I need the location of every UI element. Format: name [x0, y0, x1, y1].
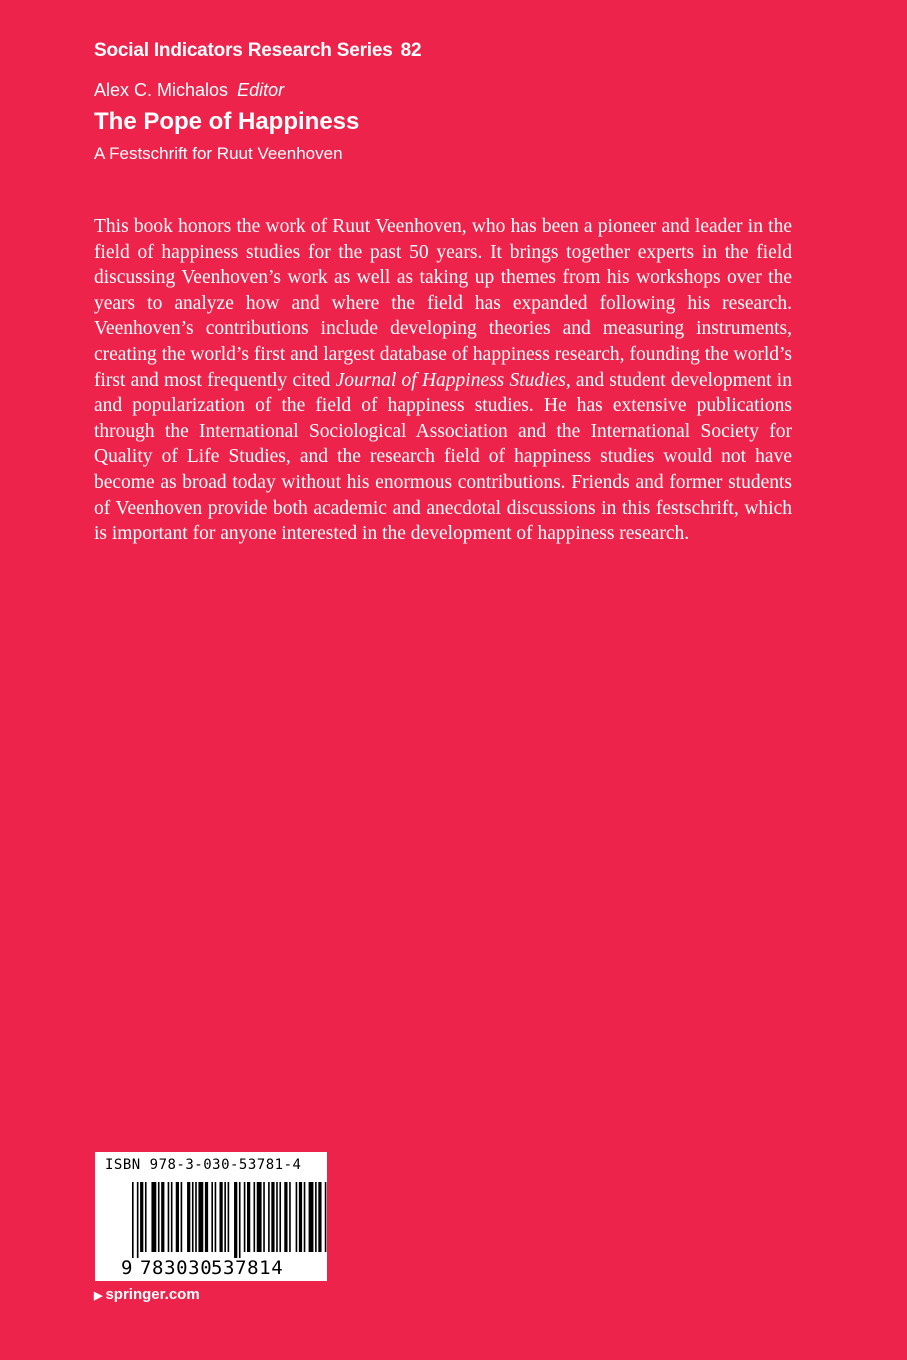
barcode-bar	[276, 1182, 278, 1252]
barcode-bar	[263, 1182, 265, 1252]
barcode-bar	[325, 1182, 327, 1252]
blurb-part-1: This book honors the work of Ruut Veenhoven, who has been a pioneer and leader in the field of happiness studies for the past 50 years. It brings together experts in the field discussing Veenhoven’s work as well as taking up themes from his workshops over the years to analyze how and where the field has expanded following his research. Veenhoven’s contributions include developing theories and measuring instruments, creating the world’s first and largest database of happiness research, founding the world’s first and most frequently cited	[94, 216, 792, 391]
barcode-graphic	[95, 1152, 327, 1281]
barcode-bar	[195, 1182, 197, 1252]
isbn-barcode	[95, 1152, 327, 1281]
barcode-bar	[228, 1182, 230, 1252]
book-subtitle: A Festschrift for Ruut Veenhoven	[94, 144, 343, 163]
isbn-label: ISBN 978-3-030-53781-4	[105, 1157, 302, 1173]
barcode-bar	[211, 1182, 213, 1252]
barcode-bar	[315, 1182, 317, 1252]
barcode-bar	[187, 1182, 190, 1252]
journal-title: Journal of Happiness Studies	[335, 369, 566, 391]
barcode-bar	[254, 1182, 256, 1252]
editor-name: Alex C. Michalos	[94, 80, 229, 100]
series-name: Social Indicators Research Series	[94, 40, 393, 61]
barcode-bar	[219, 1182, 222, 1252]
barcode-bar	[151, 1182, 156, 1252]
blurb-part-2: , and student development in and popularization of the field of happiness studies. He has extensive publications through the International Sociological Association and the International Society for Quality of Life Studies, and the research field of happiness studies would not have become as broad today without his enormous contributions. Friends and former students of Veenhoven provide both academic and anecdotal discussions in this festschrift, which is important for anyone interested in the development of happiness research.	[94, 369, 792, 545]
series-number: 82	[400, 40, 422, 61]
barcode-bar	[176, 1182, 179, 1252]
barcode-bar	[145, 1182, 147, 1252]
barcode-bar	[140, 1182, 143, 1252]
barcode-bar	[205, 1182, 208, 1252]
barcode-bar	[299, 1182, 302, 1252]
barcode-bar	[192, 1182, 194, 1252]
barcode-bar	[198, 1182, 203, 1252]
barcode-bar	[244, 1182, 246, 1252]
barcode-bar	[224, 1182, 226, 1252]
editor-role: Editor	[237, 80, 285, 100]
barcode-bar	[309, 1182, 314, 1252]
barcode-bar	[289, 1182, 291, 1252]
publisher-link[interactable]	[94, 1286, 200, 1303]
barcode-bar	[318, 1182, 321, 1252]
barcode-bar	[239, 1182, 241, 1258]
barcode-bar	[168, 1182, 170, 1252]
barcode-bar	[271, 1182, 274, 1252]
barcode-bar	[304, 1182, 306, 1252]
publisher-url: springer.com	[105, 1286, 200, 1303]
barcode-digits-right: 537814	[211, 1257, 284, 1279]
barcode-bar	[158, 1182, 160, 1252]
barcode-bar	[132, 1182, 134, 1258]
series-line	[94, 40, 421, 62]
barcode-bar	[161, 1182, 164, 1252]
barcode-bar	[279, 1182, 281, 1252]
barcode-bar	[137, 1182, 139, 1258]
barcode-digits-left: 783030	[140, 1257, 213, 1279]
barcode-bar	[247, 1182, 250, 1252]
barcode-bar	[284, 1182, 287, 1252]
barcode-bar	[215, 1182, 217, 1252]
barcode-bar	[171, 1182, 173, 1252]
barcode-bar	[257, 1182, 262, 1252]
blurb-text	[94, 214, 792, 547]
book-title: The Pope of Happiness	[94, 108, 360, 135]
barcode-bar	[181, 1182, 183, 1252]
barcode-digit-first: 9	[121, 1257, 133, 1279]
barcode-bar	[296, 1182, 298, 1252]
triangle-right-icon: ▶	[94, 1290, 103, 1302]
barcode-bar	[234, 1182, 237, 1258]
barcode-bar	[268, 1182, 270, 1252]
editor-line	[94, 80, 284, 101]
